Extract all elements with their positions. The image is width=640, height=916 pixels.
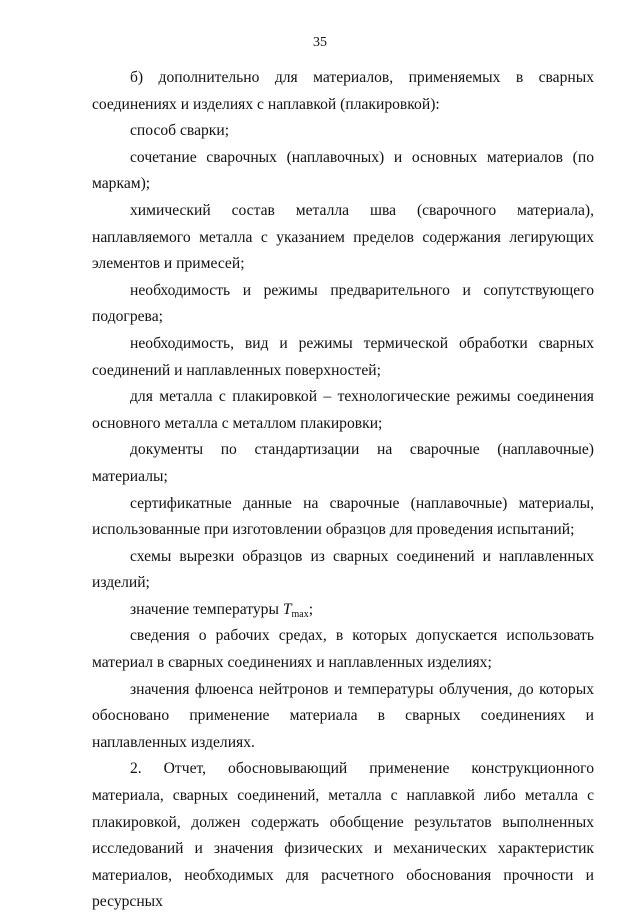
paragraph-cutting-schemes: схемы вырезки образцов из сварных соединений и наплавленных изделий; <box>92 547 594 592</box>
temperature-subscript: max <box>291 608 309 620</box>
paragraph-heat-treatment: необходимость, вид и режимы термической обработки сварных соединений и наплавленных поверхностей; <box>92 334 594 379</box>
page-number: 35 <box>313 35 327 50</box>
temperature-symbol: T <box>282 600 292 618</box>
paragraph-additional-for-welded: б) дополнительно для материалов, применяемых в сварных соединениях и изделиях с наплавкой (плакировкой): <box>92 69 594 113</box>
paragraph-standardization-docs: документы по стандартизации на сварочные (наплавочные) материалы; <box>92 441 594 485</box>
paragraph-neutron-fluence: значения флюенса нейтронов и температуры облучения, до которых обосновано применение материала в сварных соединениях и наплавленных изделиях. <box>92 680 594 751</box>
paragraph-certificate-data: сертификатные данные на сварочные (наплавочные) материалы, использованные при изготовлении образцов для проведения испытаний; <box>92 494 594 539</box>
paragraph-cladding-modes: для металла с плакировкой – технологические режимы соединения основного металла с металлом плакировки; <box>92 388 594 432</box>
document-body <box>92 65 594 916</box>
paragraph-material-combination: сочетание сварочных (наплавочных) и основных материалов (по маркам); <box>92 148 594 193</box>
temperature-text-after: ; <box>308 600 314 618</box>
paragraph-working-media: сведения о рабочих средах, в которых допускается использовать материал в сварных соединениях и наплавленных изделиях; <box>92 627 594 672</box>
paragraph-chemical-composition: химический состав металла шва (сварочного материала), наплавляемого металла с указанием пределов содержания легирующих элементов и примесей; <box>92 201 594 273</box>
paragraph-preheating: необходимость и режимы предварительного и сопутствующего подогрева; <box>92 281 594 326</box>
paragraph-temperature-value <box>92 597 594 624</box>
paragraph-report-item-2: 2. Отчет, обосновывающий применение конструкционного материала, сварных соединений, металла с наплавкой либо металла с плакировкой, должен содержать обобщение результатов выполненных исследований и значения физических и механических характеристик материалов, необходимых для расчетного обоснования прочности и ресурсных <box>92 760 594 911</box>
paragraph-welding-method: способ сварки; <box>130 122 230 140</box>
temperature-text-before: значение температуры <box>130 600 283 618</box>
